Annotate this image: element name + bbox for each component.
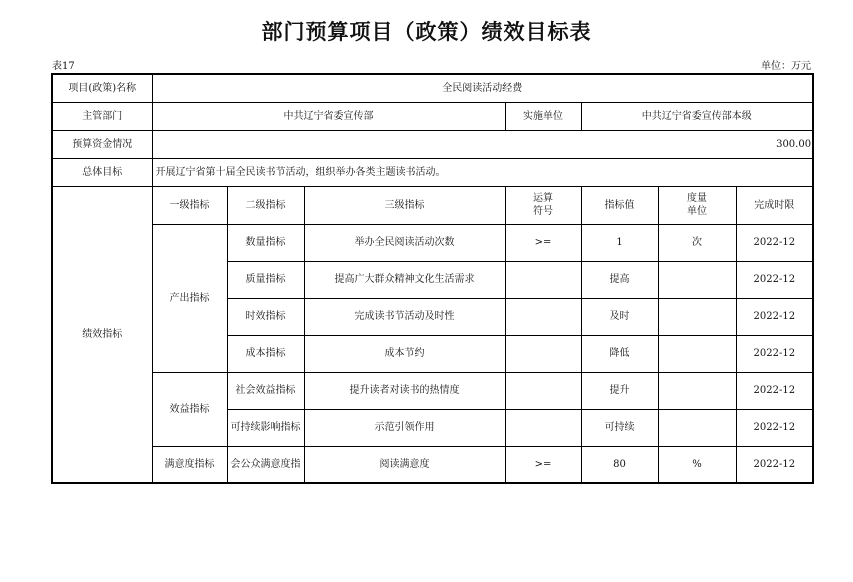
header-operator: 运算符号 [505,186,581,224]
goal-label: 总体目标 [52,158,152,186]
table-row [52,446,813,483]
budget-label: 预算资金情况 [52,130,152,158]
level3-cell: 完成读书节活动及时性 [304,298,505,335]
unit-cell [658,298,736,335]
deadline-cell: 2022-12 [736,372,813,409]
operator-cell [505,261,581,298]
level3-cell: 举办全民阅读活动次数 [304,224,505,261]
value-cell: 可持续 [581,409,658,446]
header-level1: 一级指标 [152,186,227,224]
value-cell: 1 [581,224,658,261]
value-cell: 提高 [581,261,658,298]
unit-cell [658,261,736,298]
level2-cell: 可持续影响指标 [227,409,304,446]
level2-cell: 质量指标 [227,261,304,298]
budget-value: 300.00 [152,130,813,158]
level1-cell: 产出指标 [152,224,227,372]
table-row [52,224,813,261]
unit-cell [658,335,736,372]
row-headers [52,186,813,224]
performance-table [51,73,814,484]
deadline-cell: 2022-12 [736,298,813,335]
project-name-label: 项目(政策)名称 [52,74,152,102]
dept-label: 主管部门 [52,102,152,130]
header-value: 指标值 [581,186,658,224]
table-number: 表17 [52,61,75,72]
level2-cell: 数量指标 [227,224,304,261]
level1-cell: 满意度指标 [152,446,227,483]
row-project-name [52,74,813,102]
value-cell: 及时 [581,298,658,335]
level2-cell: 会公众满意度指 [227,446,304,483]
unit-cell [658,372,736,409]
impl-value: 中共辽宁省委宣传部本级 [581,102,813,130]
unit-cell: % [658,446,736,483]
deadline-cell: 2022-12 [736,446,813,483]
deadline-cell: 2022-12 [736,224,813,261]
value-cell: 降低 [581,335,658,372]
level3-cell: 提高广大群众精神文化生活需求 [304,261,505,298]
value-cell: 提升 [581,372,658,409]
level1-cell: 效益指标 [152,372,227,446]
project-name-value: 全民阅读活动经费 [152,74,813,102]
level3-cell: 阅读满意度 [304,446,505,483]
operator-cell [505,298,581,335]
perf-label: 绩效指标 [52,186,152,483]
header-level2: 二级指标 [227,186,304,224]
row-department [52,102,813,130]
row-budget [52,130,813,158]
operator-cell [505,409,581,446]
table-row [52,372,813,409]
level2-cell: 社会效益指标 [227,372,304,409]
dept-value: 中共辽宁省委宣传部 [152,102,505,130]
goal-value: 开展辽宁省第十届全民读书节活动，组织举办各类主题读书活动。 [152,158,813,186]
row-goal [52,158,813,186]
deadline-cell: 2022-12 [736,409,813,446]
header-deadline: 完成时限 [736,186,813,224]
value-cell: 80 [581,446,658,483]
header-unit: 度量单位 [658,186,736,224]
header-level3: 三级指标 [304,186,505,224]
level2-cell: 时效指标 [227,298,304,335]
unit-cell [658,409,736,446]
page-title: 部门预算项目（政策）绩效目标表 [261,20,592,44]
impl-label: 实施单位 [505,102,581,130]
level2-cell: 成本指标 [227,335,304,372]
level3-cell: 成本节约 [304,335,505,372]
unit-cell: 次 [658,224,736,261]
operator-cell [505,372,581,409]
level3-cell: 示范引领作用 [304,409,505,446]
deadline-cell: 2022-12 [736,335,813,372]
operator-cell: >= [505,224,581,261]
deadline-cell: 2022-12 [736,261,813,298]
unit-label: 单位：万元 [761,61,811,72]
operator-cell: >= [505,446,581,483]
operator-cell [505,335,581,372]
level3-cell: 提升读者对读书的热情度 [304,372,505,409]
